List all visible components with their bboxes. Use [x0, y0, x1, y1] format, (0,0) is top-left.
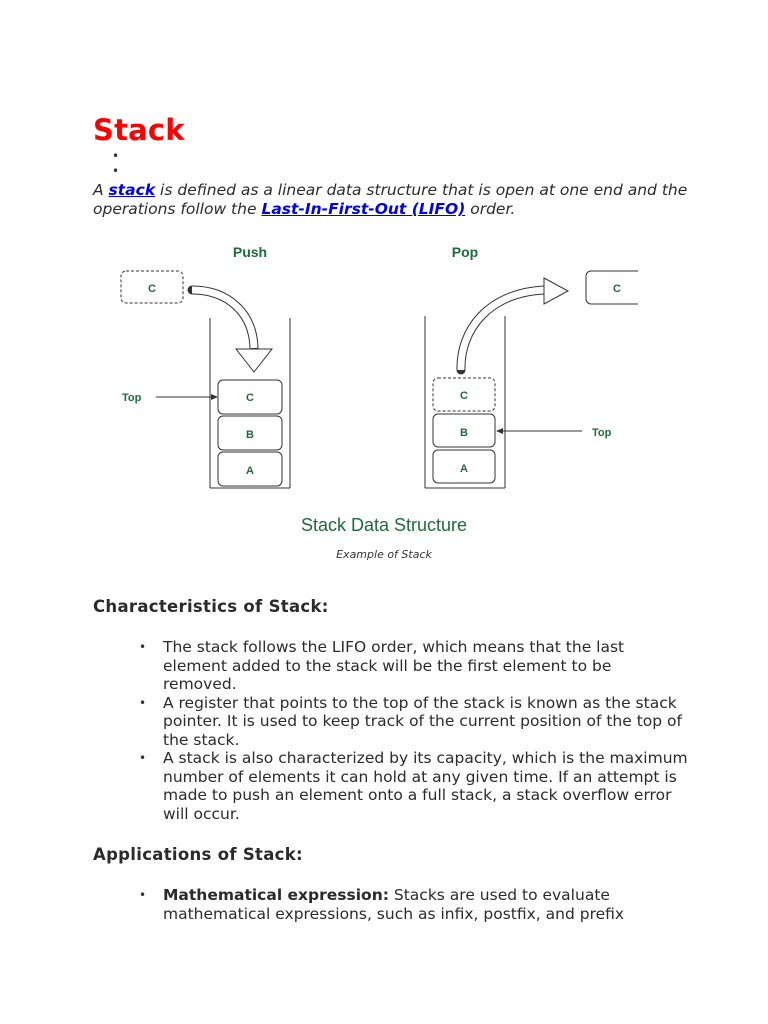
- lifo-link[interactable]: Last-In-First-Out (LIFO): [261, 200, 466, 218]
- figure-title: Stack Data Structure: [300, 515, 468, 535]
- stack-link[interactable]: stack: [108, 181, 156, 199]
- figure-caption: Example of Stack: [336, 548, 432, 561]
- application-description: Stacks are used to evaluate mathematical expressions, such as infix, postfix, and prefix: [163, 886, 625, 923]
- intro-text: order.: [465, 200, 516, 218]
- push-arrow-head: [236, 349, 272, 372]
- pop-block-b-label: B: [460, 427, 468, 439]
- list-item: • The stack follows the LIFO order, which means that the last element added to the stack will be the first element to be removed.: [163, 638, 688, 694]
- push-top-pointer-head: [211, 394, 218, 400]
- pop-label: Pop: [451, 244, 479, 260]
- intro-text: A: [93, 181, 109, 199]
- push-arrow-shaft-inner: [192, 290, 254, 348]
- applications-heading: Applications of Stack:: [93, 845, 303, 864]
- push-top-label: Top: [122, 392, 142, 404]
- list-item: • A stack is also characterized by its capacity, which is the maximum number of elements it can hold at any given time. If an attempt is made to push an element onto a full stack, a stack overflow error will occur.: [163, 749, 688, 823]
- pop-removed-slot-label: C: [460, 390, 468, 402]
- list-item: [163, 886, 688, 923]
- pop-top-label: Top: [592, 427, 612, 439]
- characteristics-heading: Characteristics of Stack:: [93, 597, 329, 616]
- application-term: Mathematical expression:: [163, 886, 389, 904]
- pop-top-pointer-head: [496, 428, 503, 434]
- list-item: • A register that points to the top of the stack is known as the stack pointer. It is used to keep track of the current position of the top of the stack.: [163, 694, 688, 750]
- push-label: Push: [232, 244, 268, 260]
- pop-block-a-label: A: [460, 463, 468, 475]
- intro-paragraph: [93, 181, 693, 219]
- push-block-c-label: C: [246, 392, 254, 404]
- pop-removed-block-label: C: [613, 283, 621, 295]
- push-block-b-label: B: [246, 429, 254, 441]
- pop-arrow-head: [544, 278, 568, 304]
- characteristics-list: [163, 638, 688, 823]
- applications-list: [163, 886, 688, 923]
- push-incoming-label: C: [148, 283, 156, 295]
- pop-arrow-shaft-inner: [461, 290, 544, 370]
- stack-diagram: [108, 238, 638, 538]
- push-block-a-label: A: [246, 465, 254, 477]
- page-title: Stack: [93, 113, 185, 147]
- intro-text: is defined as a linear data structure that is open at one end and the operations follow the: [93, 181, 688, 218]
- pop-removed-block: [586, 271, 638, 304]
